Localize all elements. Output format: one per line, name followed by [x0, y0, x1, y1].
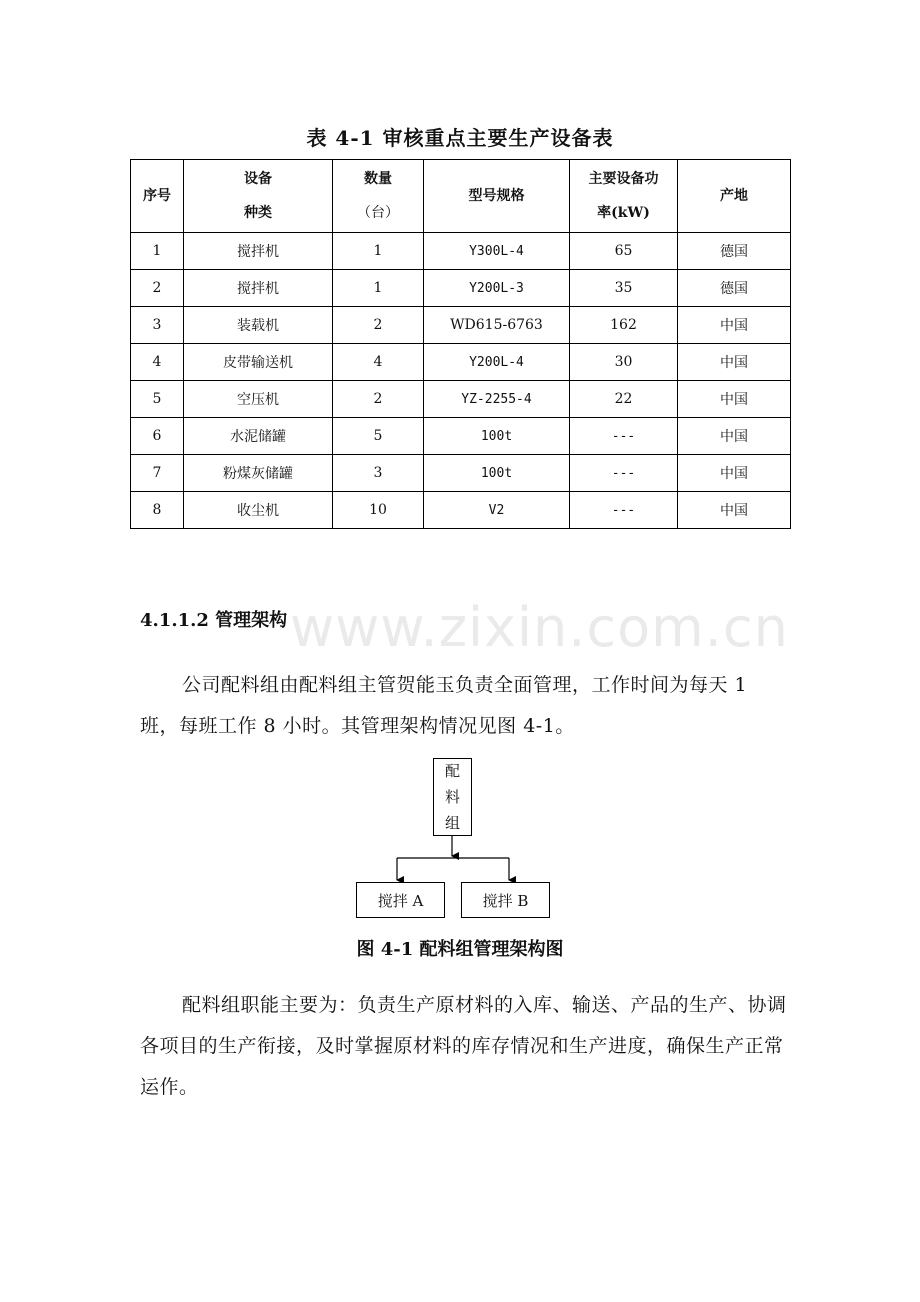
- cell-model: V2: [424, 492, 570, 529]
- cell-model: Y200L-3: [424, 270, 570, 307]
- header-power-line1: 主要设备功: [588, 171, 659, 187]
- cell-power: 162: [570, 307, 678, 344]
- header-origin: 产地: [678, 160, 791, 233]
- cell-model: YZ-2255-4: [424, 381, 570, 418]
- cell-no: 6: [131, 418, 184, 455]
- cell-origin: 中国: [678, 307, 791, 344]
- cell-power: 35: [570, 270, 678, 307]
- cell-no: 2: [131, 270, 184, 307]
- cell-qty: 10: [333, 492, 424, 529]
- cell-no: 1: [131, 233, 184, 270]
- header-qty-line1: 数量: [364, 171, 392, 187]
- cell-model: Y200L-4: [424, 344, 570, 381]
- cell-origin: 中国: [678, 381, 791, 418]
- cell-power: 30: [570, 344, 678, 381]
- header-power-line2: 率(kW): [597, 205, 650, 221]
- header-type-line1: 设备: [244, 171, 272, 187]
- cell-qty: 3: [333, 455, 424, 492]
- cell-origin: 中国: [678, 418, 791, 455]
- org-node-char: 组: [444, 814, 460, 832]
- org-node-mixer-b: 搅拌 B: [461, 882, 550, 918]
- cell-model: Y300L-4: [424, 233, 570, 270]
- cell-no: 3: [131, 307, 184, 344]
- section-heading: 4.1.1.2 管理架构: [140, 610, 288, 631]
- cell-model: WD615-6763: [424, 307, 570, 344]
- org-node-char: 配: [444, 762, 460, 780]
- header-model: 型号规格: [424, 160, 570, 233]
- cell-origin: 德国: [678, 233, 791, 270]
- cell-type: 收尘机: [184, 492, 333, 529]
- cell-qty: 5: [333, 418, 424, 455]
- cell-no: 7: [131, 455, 184, 492]
- cell-type: 水泥储罐: [184, 418, 333, 455]
- cell-origin: 德国: [678, 270, 791, 307]
- cell-model: 100t: [424, 418, 570, 455]
- cell-power: ---: [570, 418, 678, 455]
- cell-qty: 2: [333, 381, 424, 418]
- cell-qty: 1: [333, 233, 424, 270]
- cell-qty: 1: [333, 270, 424, 307]
- cell-origin: 中国: [678, 492, 791, 529]
- cell-power: ---: [570, 492, 678, 529]
- cell-no: 8: [131, 492, 184, 529]
- cell-origin: 中国: [678, 344, 791, 381]
- cell-type: 装载机: [184, 307, 333, 344]
- cell-type: 粉煤灰储罐: [184, 455, 333, 492]
- figure-caption: 图 4-1 配料组管理架构图: [356, 939, 564, 960]
- cell-no: 5: [131, 381, 184, 418]
- table-title: 表 4-1 审核重点主要生产设备表: [306, 126, 614, 150]
- cell-type: 空压机: [184, 381, 333, 418]
- paragraph-functions: 配料组职能主要为：负责生产原材料的入库、输送、产品的生产、协调各项目的生产衔接，及时掌握原材料的库存情况和生产进度，确保生产正常运作。: [140, 994, 787, 1098]
- cell-power: 65: [570, 233, 678, 270]
- cell-no: 4: [131, 344, 184, 381]
- cell-type: 皮带输送机: [184, 344, 333, 381]
- cell-type: 搅拌机: [184, 233, 333, 270]
- header-no: 序号: [131, 160, 184, 233]
- header-qty-line2: （台）: [357, 205, 399, 221]
- org-node-mixer-a: 搅拌 A: [356, 882, 445, 918]
- cell-qty: 2: [333, 307, 424, 344]
- header-type-line2: 种类: [244, 205, 272, 221]
- org-node-char: 料: [444, 788, 460, 806]
- cell-power: ---: [570, 455, 678, 492]
- paragraph-management: 公司配料组由配料组主管贺能玉负责全面管理，工作时间为每天 1 班，每班工作 8 小时。其管理架构情况见图 4-1。: [140, 674, 748, 737]
- cell-qty: 4: [333, 344, 424, 381]
- watermark: www.zixin.com.cn: [290, 596, 789, 659]
- cell-power: 22: [570, 381, 678, 418]
- cell-type: 搅拌机: [184, 270, 333, 307]
- cell-origin: 中国: [678, 455, 791, 492]
- cell-model: 100t: [424, 455, 570, 492]
